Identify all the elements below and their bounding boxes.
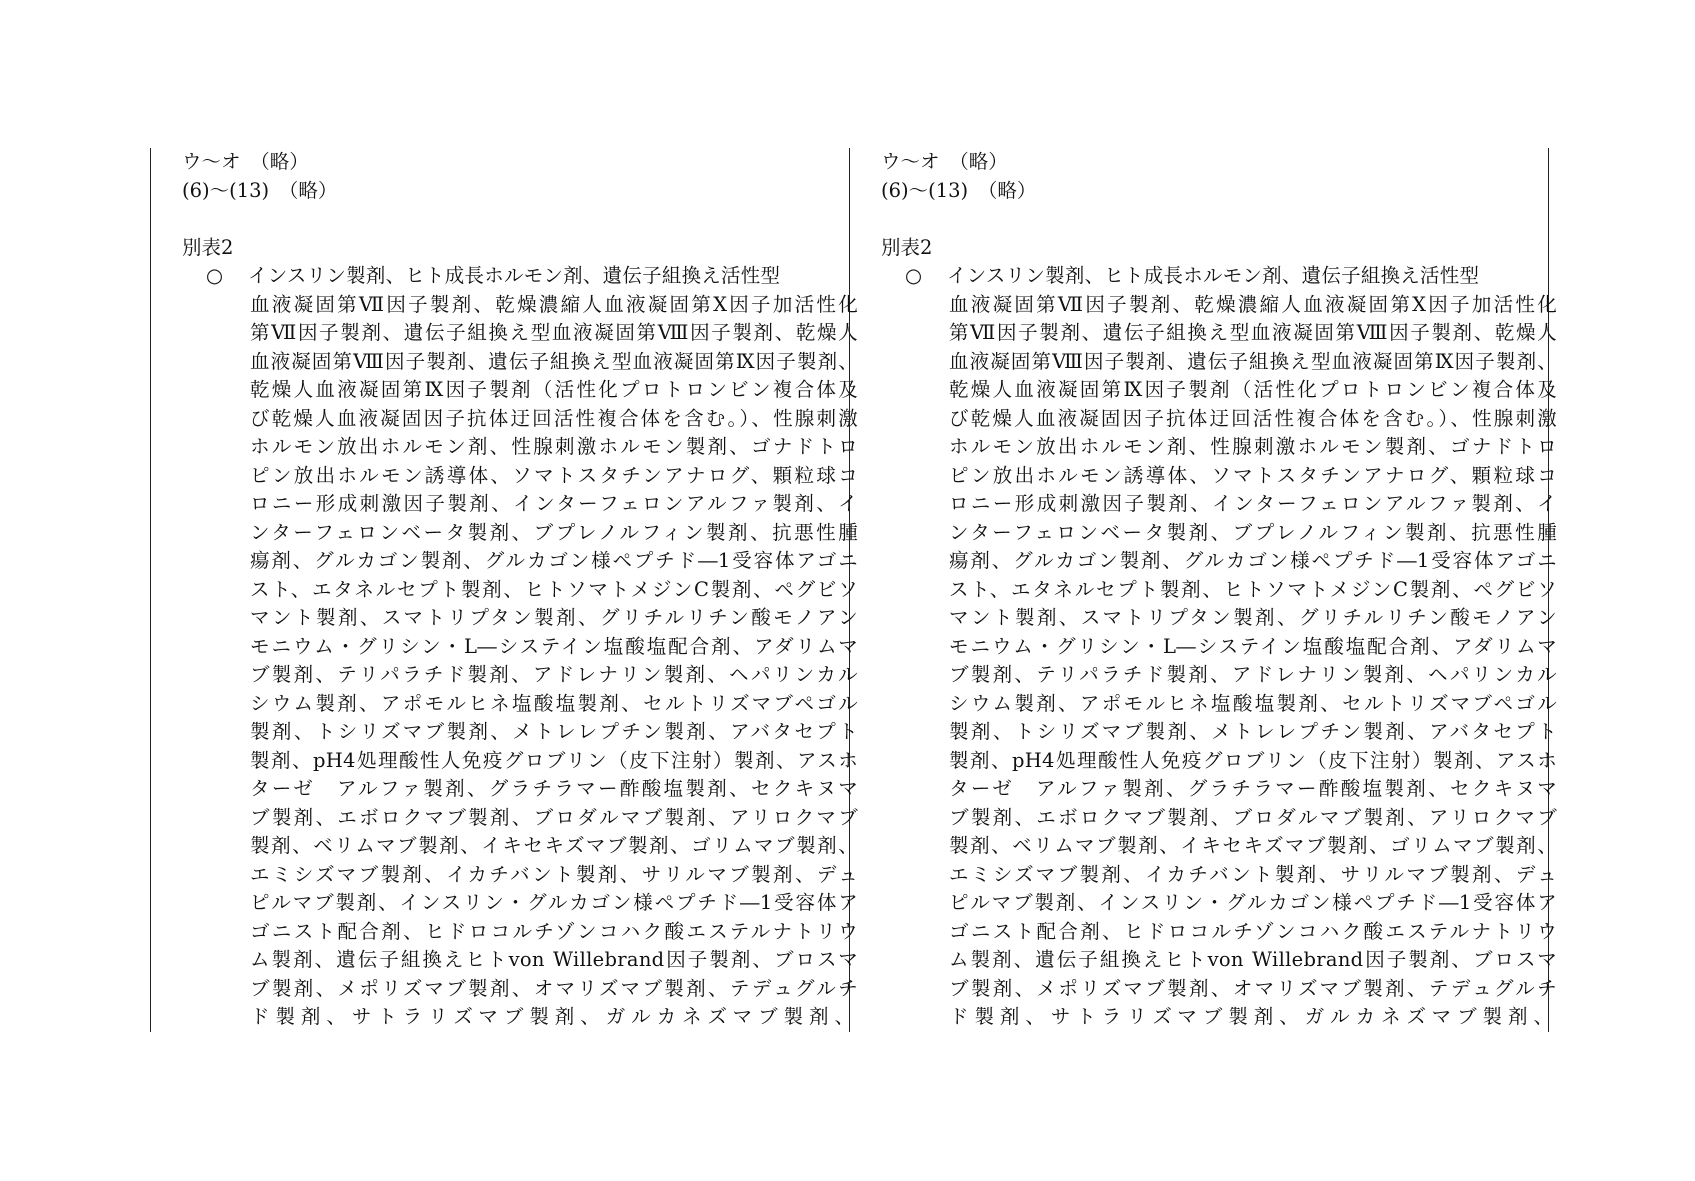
item-line: 瘍剤、グルカゴン製剤、グルカゴン様ペプチド―1受容体アゴニ <box>250 549 858 572</box>
item-line: シウム製剤、アポモルヒネ塩酸塩製剤、セルトリズマブペゴル <box>949 691 1557 715</box>
item-line: 製剤、トシリズマブ製剤、メトレレプチン製剤、アバタセプト <box>949 720 1557 743</box>
item-line: 第Ⅶ因子製剤、遺伝子組換え型血液凝固第Ⅷ因子製剤、乾燥人 <box>949 321 1557 344</box>
item-line: マント製剤、スマトリプタン製剤、グリチルリチン酸モノアン <box>949 606 1557 629</box>
item-text <box>250 262 858 1032</box>
item-line: インスリン製剤、ヒト成長ホルモン剤、遺伝子組換え活性型 <box>947 264 1480 287</box>
item-line: ム製剤、遺伝子組換えヒトvon Willebrand因子製剤、ブロスマ <box>250 948 858 971</box>
item-line: 乾燥人血液凝固第Ⅸ因子製剤（活性化プロトロンビン複合体及 <box>949 378 1557 401</box>
item-line: モニウム・グリシン・L―システイン塩酸塩配合剤、アダリムマ <box>949 634 1557 658</box>
item-line: ホルモン放出ホルモン剤、性腺刺激ホルモン製剤、ゴナドトロ <box>250 435 858 458</box>
column-right <box>881 148 1557 1032</box>
bullet-circle: ○ <box>206 264 224 287</box>
item-line: モニウム・グリシン・L―システイン塩酸塩配合剤、アダリムマ <box>250 634 858 658</box>
table-title: 別表2 <box>881 235 933 259</box>
item-text <box>949 262 1557 1032</box>
item-line: び乾燥人血液凝固因子抗体迂回活性複合体を含む。）、性腺刺激 <box>250 406 858 430</box>
bullet-circle: ○ <box>905 264 923 287</box>
clause-heading: ウ～オ （略） <box>881 150 1008 173</box>
item-line: 製剤、ベリムマブ製剤、イキセキズマブ製剤、ゴリムマブ製剤、 <box>250 834 858 857</box>
item-line: ム製剤、遺伝子組換えヒトvon Willebrand因子製剤、ブロスマ <box>949 948 1557 971</box>
item-line: 製剤、pH4処理酸性人免疫グロブリン（皮下注射）製剤、アスホ <box>250 748 858 772</box>
item-line: ホルモン放出ホルモン剤、性腺刺激ホルモン製剤、ゴナドトロ <box>949 435 1557 458</box>
column-left <box>182 148 858 1032</box>
column-divider-left <box>150 148 151 1032</box>
item-line: エミシズマブ製剤、イカチバント製剤、サリルマブ製剤、デュ <box>949 862 1557 886</box>
item-line: 製剤、pH4処理酸性人免疫グロブリン（皮下注射）製剤、アスホ <box>949 748 1557 772</box>
item-line: ブ製剤、メポリズマブ製剤、オマリズマブ製剤、テデュグルチ <box>250 976 858 1000</box>
clause-heading: ウ～オ （略） <box>182 150 309 173</box>
table-title: 別表2 <box>182 235 234 259</box>
item-line: ド製剤、サトラリズマブ製剤、ガルカネズマブ製剤、 <box>250 1005 858 1028</box>
item-line: ピルマブ製剤、インスリン・グルカゴン様ペプチド―1受容体ア <box>250 891 858 914</box>
item-line: 血液凝固第Ⅷ因子製剤、遺伝子組換え型血液凝固第Ⅸ因子製剤、 <box>949 349 1557 373</box>
item-line: ロニー形成刺激因子製剤、インターフェロンアルファ製剤、イ <box>250 492 858 515</box>
list-item <box>881 262 1557 1032</box>
item-line: び乾燥人血液凝固因子抗体迂回活性複合体を含む。）、性腺刺激 <box>949 406 1557 430</box>
item-line: ブ製剤、テリパラチド製剤、アドレナリン製剤、ヘパリンカル <box>250 663 858 686</box>
item-line: エミシズマブ製剤、イカチバント製剤、サリルマブ製剤、デュ <box>250 862 858 886</box>
item-line: マント製剤、スマトリプタン製剤、グリチルリチン酸モノアン <box>250 606 858 629</box>
item-line: ンターフェロンベータ製剤、ブプレノルフィン製剤、抗悪性腫 <box>949 520 1557 544</box>
item-line: スト、エタネルセプト製剤、ヒトソマトメジンC製剤、ペグビソ <box>949 577 1557 601</box>
item-line: ピン放出ホルモン誘導体、ソマトスタチンアナログ、顆粒球コ <box>949 463 1557 487</box>
item-line: スト、エタネルセプト製剤、ヒトソマトメジンC製剤、ペグビソ <box>250 577 858 601</box>
item-line: 瘍剤、グルカゴン製剤、グルカゴン様ペプチド―1受容体アゴニ <box>949 549 1557 572</box>
clause-range: (6)～(13) （略） <box>881 178 1037 202</box>
item-line: 血液凝固第Ⅶ因子製剤、乾燥濃縮人血液凝固第Ⅹ因子加活性化 <box>949 292 1557 316</box>
item-line: 血液凝固第Ⅷ因子製剤、遺伝子組換え型血液凝固第Ⅸ因子製剤、 <box>250 349 858 373</box>
item-line: シウム製剤、アポモルヒネ塩酸塩製剤、セルトリズマブペゴル <box>250 691 858 715</box>
item-line: 第Ⅶ因子製剤、遺伝子組換え型血液凝固第Ⅷ因子製剤、乾燥人 <box>250 321 858 344</box>
item-line: ロニー形成刺激因子製剤、インターフェロンアルファ製剤、イ <box>949 492 1557 515</box>
item-line: ンターフェロンベータ製剤、ブプレノルフィン製剤、抗悪性腫 <box>250 520 858 544</box>
item-line: 乾燥人血液凝固第Ⅸ因子製剤（活性化プロトロンビン複合体及 <box>250 378 858 401</box>
item-line: 血液凝固第Ⅶ因子製剤、乾燥濃縮人血液凝固第Ⅹ因子加活性化 <box>250 292 858 316</box>
item-line: ターゼ アルファ製剤、グラチラマー酢酸塩製剤、セクキヌマ <box>250 777 858 800</box>
item-line: ド製剤、サトラリズマブ製剤、ガルカネズマブ製剤、 <box>949 1005 1557 1028</box>
item-line: インスリン製剤、ヒト成長ホルモン剤、遺伝子組換え活性型 <box>248 264 781 287</box>
item-line: ターゼ アルファ製剤、グラチラマー酢酸塩製剤、セクキヌマ <box>949 777 1557 800</box>
item-line: ピルマブ製剤、インスリン・グルカゴン様ペプチド―1受容体ア <box>949 891 1557 914</box>
item-line: ブ製剤、エボロクマブ製剤、ブロダルマブ製剤、アリロクマブ <box>949 805 1557 829</box>
item-line: 製剤、ベリムマブ製剤、イキセキズマブ製剤、ゴリムマブ製剤、 <box>949 834 1557 857</box>
item-line: ブ製剤、テリパラチド製剤、アドレナリン製剤、ヘパリンカル <box>949 663 1557 686</box>
clause-range: (6)～(13) （略） <box>182 178 338 202</box>
item-line: ピン放出ホルモン誘導体、ソマトスタチンアナログ、顆粒球コ <box>250 463 858 487</box>
item-line: ブ製剤、メポリズマブ製剤、オマリズマブ製剤、テデュグルチ <box>949 976 1557 1000</box>
list-item <box>182 262 858 1032</box>
item-line: ゴニスト配合剤、ヒドロコルチゾンコハク酸エステルナトリウ <box>949 919 1557 943</box>
item-line: 製剤、トシリズマブ製剤、メトレレプチン製剤、アバタセプト <box>250 720 858 743</box>
item-line: ゴニスト配合剤、ヒドロコルチゾンコハク酸エステルナトリウ <box>250 919 858 943</box>
item-line: ブ製剤、エボロクマブ製剤、ブロダルマブ製剤、アリロクマブ <box>250 805 858 829</box>
